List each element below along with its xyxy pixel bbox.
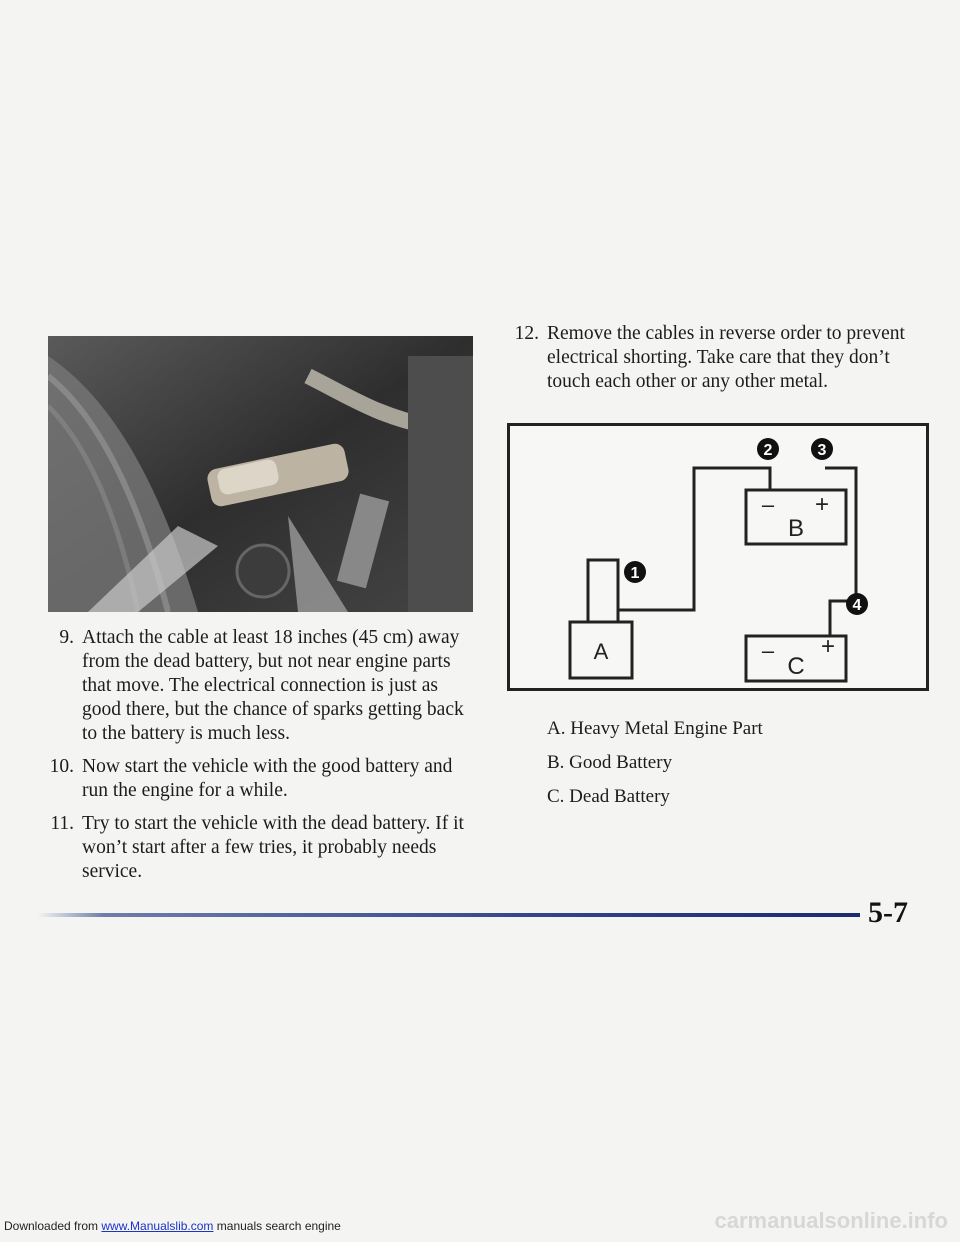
jump-start-diagram [507, 423, 929, 691]
battery-b-plus: + [814, 491, 830, 518]
download-suffix: manuals search engine [213, 1219, 341, 1233]
step-item [40, 755, 480, 803]
battery-b-label: B [787, 515, 805, 542]
right-steps [505, 322, 935, 403]
step-number: 10. [49, 756, 74, 777]
legend-item: B. Good Battery [547, 752, 673, 773]
step-text: Try to start the vehicle with the dead battery. If it won’t start after a few tries, it probably needs service. [82, 813, 464, 882]
step-item [505, 322, 935, 394]
step-text: Attach the cable at least 18 inches (45 cm) away from the dead battery, but not near engine parts that move. The electrical connection is just as good there, but the chance of sparks getting back to the battery is much less. [82, 627, 464, 744]
legend-item: C. Dead Battery [547, 786, 670, 807]
step-item [40, 812, 480, 884]
watermark: carmanualsonline.info [714, 1208, 948, 1233]
svg-text:2: 2 [763, 442, 773, 459]
step-text: Now start the vehicle with the good battery and run the engine for a while. [82, 756, 453, 801]
marker-1 [624, 561, 646, 583]
svg-text:1: 1 [630, 565, 640, 582]
marker-3 [811, 438, 833, 460]
download-note [4, 1219, 341, 1233]
battery-c-plus: + [820, 633, 836, 660]
engine-part-a-label: A [593, 639, 609, 664]
engine-part-a-top [588, 560, 618, 622]
svg-text:3: 3 [817, 442, 827, 459]
download-prefix: Downloaded from [4, 1219, 102, 1233]
manualslib-link[interactable]: www.Manualslib.com [101, 1219, 214, 1233]
marker-4 [846, 593, 868, 615]
battery-b-minus: – [761, 492, 775, 517]
legend-item: A. Heavy Metal Engine Part [547, 718, 763, 739]
left-steps [40, 626, 480, 893]
marker-2 [757, 438, 779, 460]
footer-rule [38, 913, 860, 917]
step-number: 12. [514, 323, 539, 344]
diagram-legend [547, 717, 763, 819]
page-number: 5-7 [868, 896, 908, 929]
svg-text:4: 4 [852, 597, 862, 614]
step-text: Remove the cables in reverse order to prevent electrical shorting. Take care that they don’t touch each other or any other metal. [547, 323, 905, 392]
battery-c-minus: – [761, 638, 775, 663]
battery-c-label: C [787, 653, 805, 680]
engine-cable-photo [48, 336, 473, 612]
step-number: 11. [50, 813, 74, 834]
step-item [40, 626, 480, 746]
step-number: 9. [59, 627, 74, 648]
